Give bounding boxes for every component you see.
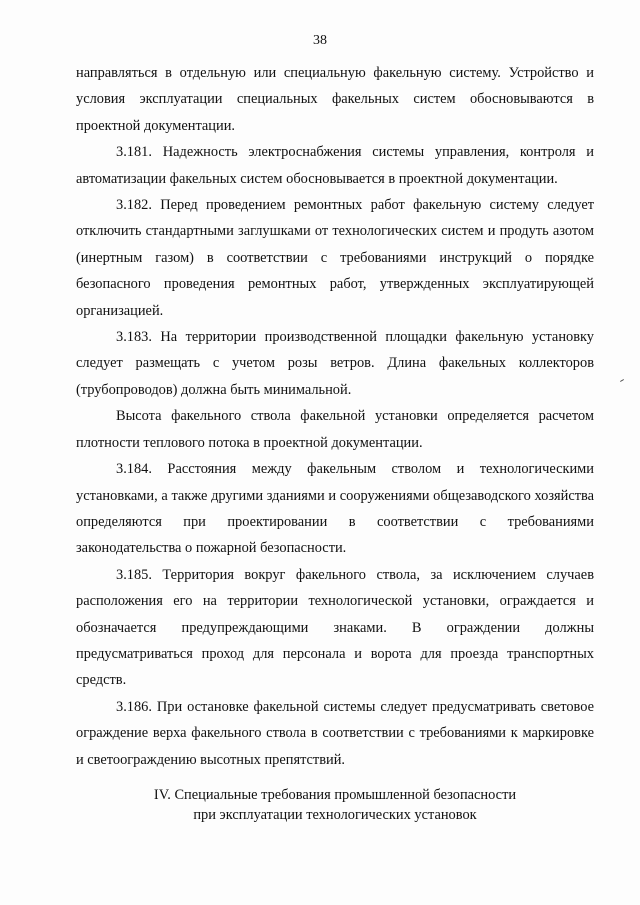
paragraph-3-183: 3.183. На территории производственной площадки факельную установку следует размещать с учетом розы ветров. Длина факельных коллекторов (трубопроводов) должна быть минимальной. [76, 329, 594, 398]
paragraph-3-184: 3.184. Расстояния между факельным стволом и технологическими установками, а также другими зданиями и сооружениями общезаводского хозяйства определяются при проектировании в соответствии с требованиями законодательства о пожарной безопасности. [76, 461, 594, 557]
paragraph-3-186: 3.186. При остановке факельной системы следует предусматривать световое ограждение верха факельного ствола в соответствии с требованиями к маркировке и светоограждению высотных препятствий. [76, 698, 594, 768]
paragraph-flare-height: Высота факельного ствола факельной установки определяется расчетом плотности теплового потока в проектной документации. [76, 408, 594, 451]
document-body [76, 60, 594, 773]
section-heading-line-1: IV. Специальные требования промышленной безопасности [153, 787, 517, 803]
paragraph-3-185: 3.185. Территория вокруг факельного ствола, за исключением случаев расположения его на территории технологической установки, ограждается и обозначается предупреждающими знаками. В ограждении должны предусматриваться проход для персонала и ворота для проезда транспортных средств. [76, 566, 594, 689]
paragraph-continuation: направляться в отдельную или специальную факельную систему. Устройство и условия эксплуатации специальных факельных систем обосновываются в проектной документации. [76, 65, 594, 134]
section-heading [76, 785, 594, 825]
paragraph-3-182: 3.182. Перед проведением ремонтных работ факельную систему следует отключить стандартными заглушками от технологических систем и продуть азотом (инертным газом) в соответствии с требованиями инструкций о порядке безопасного проведения ремонтных работ, утвержденных эксплуатирующей организацией. [76, 197, 594, 319]
section-heading-line-2: при эксплуатации технологических установок [193, 807, 477, 823]
page-number: 38 [313, 33, 327, 48]
scan-artifact-mark [620, 379, 624, 382]
paragraph-3-181: 3.181. Надежность электроснабжения системы управления, контроля и автоматизации факельных систем обосновывается в проектной документации. [76, 144, 594, 187]
